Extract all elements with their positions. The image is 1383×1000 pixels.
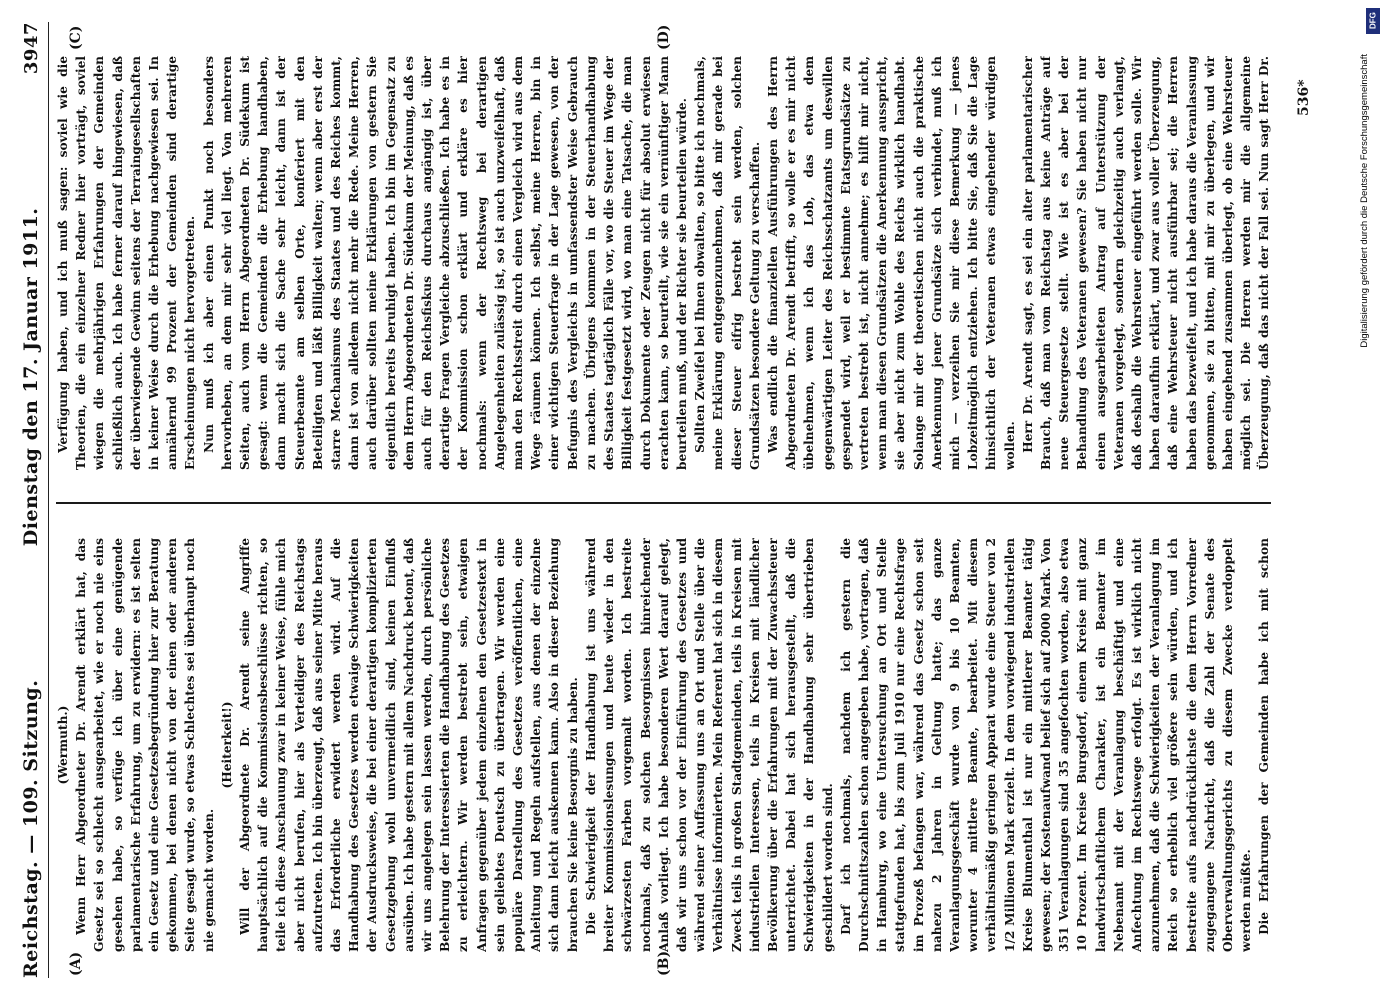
dfg-logo-icon: DFG (1366, 8, 1380, 34)
stage-direction: (Heiterkeit!) (219, 701, 234, 789)
rotated-sheet (16, 22, 1334, 978)
paragraph: Herr Dr. Arendt sagt, es sei ein alter parlamentarischer Brauch, daß man vom Reichstag aus keine Anträge auf neue Steuergesetze stellt. Wie ist es aber bei der Behandlung des Veteranen gewesen? Sie haben nicht nur einen ausgearbeiteten Antrag auf Unterstützung der Veteranen vorgelegt, sondern gleichzeitig auch verlangt, daß deshalb die Wehrsteuer eingeführt werden solle. Wir haben daraufhin erklärt, und zwar aus voller Überzeugung, daß eine Wehrsteuer nicht ausführbar sei; die Herren haben das bezweifelt, und ich habe daraus die Veranlassung genommen, sie zu bitten, mit mir zu überlegen, und wir haben eingehend zusammen überlegt, ob eine Wehrsteuer möglich sei. Die Herren werden mir die allgemeine Überzeugung, daß das nicht der Fall sei. Nun sagt Herr Dr. (1020, 56, 1272, 470)
column-divider (56, 502, 1271, 504)
page-header (16, 22, 46, 978)
paragraph: Darf ich nochmals, nachdem ich gestern die Durchschnittszahlen schon angegeben habe, vortragen, daß in Hamburg, wo eine Untersuchung an Ort und Stelle stattgefunden hat, bis zum Juli 1910 nur eine Rechtsfrage im Prozeß befangen war, während das Gesetz schon seit nahezu 2 Jahren in Geltung hatte; das ganze Veranlagungsgeschäft wurde von 9 bis 10 Beamten, worunter 4 mittlere Beamte, bearbeitet. Mit diesem verhältnismäßig geringen Apparat wurde eine Steuer von 2 1/2 Millionen Mark erzielt. In dem vorwiegend industriellen Kreise Blumenthal ist nur ein mittlerer Beamter tätig gewesen; der Kostenaufwand belief sich auf 2000 Mark. Von 351 Veranlagungen sind 35 angefochten worden, also etwa 10 Prozent. Im Kreise Burgsdorf, einem Kreise mit ganz landwirtschaftlichem Charakter, ist ein Beamter im Nebenamt mit der Veranlagung beschäftigt und eine Anfechtung im Rechtswege erfolgt. Es ist wirklich nicht anzunehmen, daß die Schwierigkeiten der Veranlagung im Reich so erheblich viel größere sein würden, und ich bestreite aufs nachdrücklichste die dem Herrn Vorredner zugegangene Nachricht, daß die Zahl der Senate des Oberverwaltungsgerichts zu diesem Zwecke verdoppelt werden müßte. (838, 538, 1254, 952)
paragraph: Was endlich die finanziellen Ausführungen des Herrn Abgeordneten Dr. Arendt betrifft, so wolle er es mir nicht übelnehmen, wenn ich das Lob, das etwa dem gegenwärtigen Leiter des Reichsschatzamts um deswillen gespendet wird, weil er bestimmte Etatsgrundsätze zu vertreten bestrebt ist, nicht annehme; es hilft mir nicht, wenn man diesen Grundsätzen die Anerkennung ausspricht, sie aber nicht zum Wohle des Reichs wirklich handhabt. Solange mir der theoretischen nicht auch die praktische Anerkennung jener Grundsätze sich verbindet, muß ich mich — verzeihen Sie mir diese Bemerkung — jenes Lobzeitmöglich entziehen. Ich bitte Sie, daß Sie die Lage hinsichtlich der Veteranen etwas eingehender würdigen wollen. (765, 56, 1017, 470)
digitization-credit (1356, 20, 1374, 980)
speaker-tag: (Wermuth.) (56, 705, 70, 785)
margin-mark-b: (B) (656, 950, 672, 976)
page-number: 3947 (20, 22, 42, 75)
paragraph: Nun muß ich aber einen Punkt noch besonders hervorheben, an dem mir sehr viel liegt. Von mehreren Seiten, auch vom Herrn Abgeordneten Dr. Südekum ist gesagt: wenn die Gemeinden die Erhebung handhaben, dann macht sich die Sache sehr leicht, dann ist der Steuerbeamte am selben Orte, konferiert mit den Beteiligten und läßt Billigkeit walten; wenn aber erst der starre Mechanismus des Staates und des Reiches kommt, dann ist von alledem nicht mehr die Rede. Meine Herren, auch darüber sollten meine Erklärungen von gestern Sie eigentlich bereits beruhigt haben. Ich bin im Gegensatz zu dem Herrn Abgeordneten Dr. Südekum der Meinung, daß es auch für den Reichsfiskus durchaus angängig ist, über derartige Fragen Vergleiche abzuschließen. Ich habe es in der Kommission schon erklärt und erkläre es hier nochmals: wenn der Rechtsweg bei derartigen Angelegenheiten zulässig ist, so ist auch unzweifelhaft, daß man den Rechtsstreit durch einen Vergleich wird aus dem Wege räumen können. Ich selbst, meine Herren, bin in einer wichtigen Steuerfrage in der Lage gewesen, von der Befugnis des Vergleichs in umfassendster Weise Gebrauch zu machen. Übrigens kommen in der Steuerhandhabung des Staates tagtäglich Fälle vor, wo die Steuer im Wege der Billigkeit festgesetzt wird, wo man eine Tatsache, die man durch Dokumente oder Zeugen nicht für absolut erwiesen erachten kann, so beurteilt, wie sie ein vernünftiger Mann beurteilen muß, und der Richter sie beurteilen würde. (201, 56, 689, 470)
margin-mark-a: (A) (68, 951, 84, 976)
margin-mark-c: (C) (68, 25, 84, 50)
paragraph: Die Erfahrungen der Gemeinden habe ich mit schon (1257, 538, 1272, 935)
paragraph: Verfügung haben, und ich muß sagen: soviel wie die Theorien, die ein einzelner Redner hier vorträgt, soviel wiegen die mehrjährigen Erfahrungen der Gemeinden schließlich auch. Ich habe ferner darauf hingewiesen, daß der überwiegende Gewinn seitens der Terraingesellschaften in keiner Weise durch die Erhebung nachgewiesen sei. In annähernd 99 Prozent der Gemeinden sind derartige Erscheinungen nicht hervorgetreten. (56, 56, 198, 470)
right-column (54, 56, 1274, 470)
paragraph: Die Schwierigkeit der Handhabung ist uns während breiter Kommissionslesungen und heute wieder in den schwärzesten Farben vorgemalt worden. Ich bestreite nochmals, daß zu solchen Besorgnissen hinreichender Anlaß vorliegt. Ich habe besonderen Wert darauf gelegt, daß wir uns schon vor der Einführung des Gesetzes und während seiner Auffassung uns an Ort und Stelle über die Verhältnisse informierten. Mein Referent hat sich in diesem Zweck teils in großen Stadtgemeinden, teils in Kreisen mit industriellen Interessen, teils in Kreisen mit ländlicher Bevölkerung über die Erfahrungen mit der Zuwachssteuer unterrichtet. Dabei hat sich herausgestellt, daß die Schwierigkeiten in der Handhabung sehr übertrieben geschildert worden sind. (583, 538, 835, 952)
paragraph: Sollten Zweifel bei Ihnen obwalten, so bitte ich nochmals, meine Erklärung entgegenzunehmen, daß mir gerade bei dieser Steuer eifrig bestrebt sein werden, solchen Grundsätzen besondere Geltung zu verschaffen. (693, 56, 762, 470)
scanned-page (16, 22, 1334, 978)
paragraph: Will der Abgeordnete Dr. Arendt seine Angriffe hauptsächlich auf die Kommissionsbeschlüsse richten, so teile ich diese Anschauung zwar in keiner Weise, fühle mich aber nicht berufen, hier als Verteidiger des Reichstags aufzutreten. Ich bin überzeugt, daß aus seiner Mitte heraus das Erforderliche erwidert werden wird. Auf die Handhabung des Gesetzes werden etwaige Schwierigkeiten der Ausdrucksweise, die bei einer derartigen komplizierten Gesetzgebung wohl unvermeidlich sind, keinen Einfluß ausüben. Ich habe gestern mit allem Nachdruck betont, daß wir uns angelegen sein lassen werden, durch persönliche Belehrung der Interessierten die Handhabung des Gesetzes zu erleichtern. Wir werden bestrebt sein, etwaigen Anfragen gegenüber jedem einzelnen den Gesetzestext in sein geliebtes Deutsch zu übertragen. Wir werden eine populäre Darstellung des Gesetzes veröffentlichen, eine Anleitung und Regeln aufstellen, aus denen der einzelne sich dann leicht auskennen kann. Also in dieser Beziehung brauchen Sie keine Besorgnis zu haben. (238, 538, 580, 952)
paragraph: Wenn Herr Abgeordneter Dr. Arendt erklärt hat, das Gesetz sei so schlecht ausgearbeitet, wie er noch nie eins gesehen habe, so verfüge ich über eine genügende parlamentarische Erfahrung, um zu erwidern: es ist selten ein Gesetz und eine Gesetzesbegründung hier zur Beratung gekommen, bei denen nicht von der einen oder anderen Seite gesagt wurde, so etwas Schlechtes sei überhaupt noch nie gemacht worden. (74, 538, 216, 952)
header-session: Reichstag. — 109. Sitzung. (20, 679, 42, 978)
margin-mark-d: (D) (656, 24, 672, 50)
sheet-signature: 536* (1296, 79, 1312, 116)
digitization-credit-text: Digitalisierung gefördert durch die Deutsche Forschungsgemeinschaft (1359, 54, 1370, 348)
header-date: Dienstag den 17. Januar 1911. (20, 207, 42, 547)
header-rule (48, 22, 49, 978)
left-column (54, 538, 1274, 952)
